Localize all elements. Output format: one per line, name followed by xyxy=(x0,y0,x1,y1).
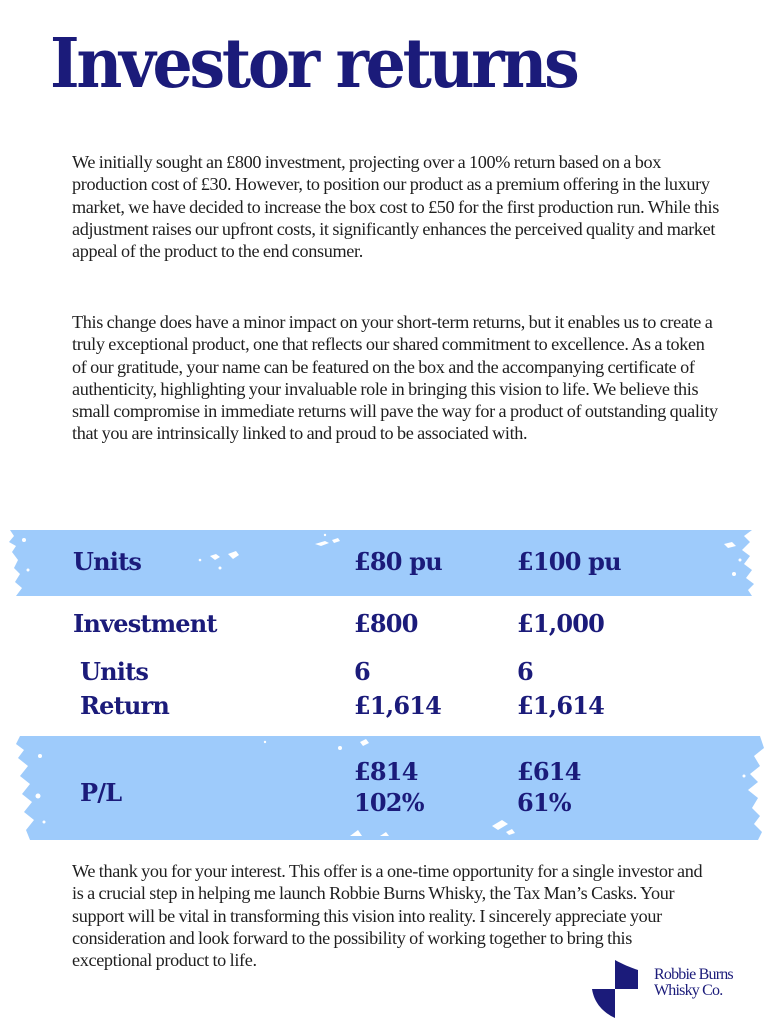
return-80pu: £1,614 xyxy=(354,691,442,720)
paint-texture-right xyxy=(688,530,768,596)
header-col-100pu: £100 pu xyxy=(517,547,621,576)
return-100pu: £1,614 xyxy=(517,691,605,720)
paint-texture-left xyxy=(0,736,50,840)
pl-label: P/L xyxy=(80,778,122,807)
units-label: Units xyxy=(80,657,149,686)
page-title: Investor returns xyxy=(50,24,577,104)
investment-label: Investment xyxy=(73,609,217,638)
logo-line-2: Whisky Co. xyxy=(654,982,723,999)
thanks-paragraph: We thank you for your interest. This offer is a one-time opportunity for a single investor and is a crucial step in helping me launch Robbie Burns Whisky, the Tax Man’s Casks. Your support will be vital in transforming this vision into reality. I sincerely appreciate your consideration and look forward to the possibility of working together to bring this exceptional product to life. xyxy=(72,861,703,971)
pl-100pu-amount: £614 xyxy=(517,757,581,786)
change-paragraph: This change does have a minor impact on your short-term returns, but it enables us to create a truly exceptional product, one that reflects our shared commitment to excellence. As a token of our gratitude, your name can be featured on the box and the accompanying certificate of authenticity, highlighting your invaluable role in bringing this vision to life. We believe this small compromise in immediate returns will pave the way for a product of outstanding quality that you are intrinsically linked to and proud to be associated with. xyxy=(72,312,718,444)
intro-paragraph: We initially sought an £800 investment, projecting over a 100% return based on a box production cost of £30. However, to position our product as a premium offering in the luxury market, we have decided to increase the box cost to £50 for the first production run. While this adjustment raises our upfront costs, it significantly enhances the perceived quality and market appeal of the product to the end consumer. xyxy=(72,152,719,262)
units-100pu: 6 xyxy=(517,657,533,686)
pl-80pu-percent: 102% xyxy=(354,788,424,817)
paint-texture-right xyxy=(728,736,768,840)
investment-80pu: £800 xyxy=(354,609,418,638)
shield-logo-icon xyxy=(592,960,638,1018)
pl-100pu-percent: 61% xyxy=(517,788,571,817)
return-label: Return xyxy=(80,691,170,720)
investment-100pu: £1,000 xyxy=(517,609,605,638)
pl-80pu-amount: £814 xyxy=(354,757,418,786)
company-logo xyxy=(592,960,752,1018)
logo-wordmark xyxy=(654,967,733,999)
header-col-80pu: £80 pu xyxy=(354,547,442,576)
paint-texture-mid xyxy=(150,530,350,596)
units-80pu: 6 xyxy=(354,657,370,686)
header-units-label: Units xyxy=(73,547,142,576)
logo-line-1: Robbie Burns xyxy=(654,966,733,983)
paint-texture-left xyxy=(0,530,60,596)
